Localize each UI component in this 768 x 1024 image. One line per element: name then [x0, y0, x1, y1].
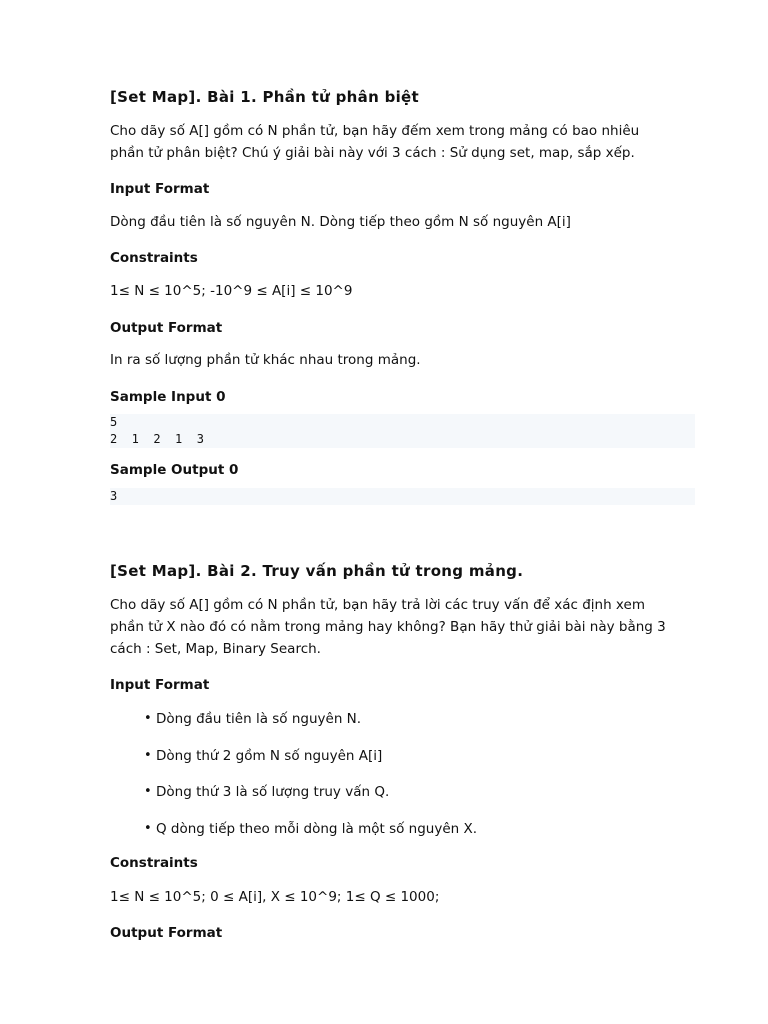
problem1-title: [Set Map]. Bài 1. Phần tử phân biệt	[110, 88, 419, 106]
bullet-icon: •	[144, 747, 152, 763]
problem1-description-line2: phần tử phân biệt? Chú ý giải bài này với 3 cách : Sử dụng set, map, sắp xếp.	[110, 145, 635, 161]
problem1-output-format-text: In ra số lượng phần tử khác nhau trong mảng.	[110, 352, 421, 368]
bullet-icon: •	[144, 711, 152, 726]
list-item-text: Dòng thứ 2 gồm N số nguyên A[i]	[156, 747, 383, 764]
list-item	[110, 819, 695, 856]
problem2-title: [Set Map]. Bài 2. Truy vấn phần tử trong mảng.	[110, 562, 524, 580]
problem1-description	[110, 120, 700, 164]
list-item	[110, 709, 695, 746]
problem1-output-format-heading: Output Format	[110, 320, 223, 336]
problem1-constraints-text: 1≤ N ≤ 10^5; -10^9 ≤ A[i] ≤ 10^9	[110, 283, 353, 299]
problem2-constraints-heading: Constraints	[110, 855, 198, 871]
problem2-description-line1: Cho dãy số A[] gồm có N phần tử, bạn hãy trả lời các truy vấn để xác định xem	[110, 597, 645, 613]
problem2-input-bullet-list	[110, 709, 695, 855]
sample-input-line: 2 1 2 1 3	[110, 432, 204, 446]
problem1-constraints-heading: Constraints	[110, 250, 198, 266]
sample-input-line: 5	[110, 415, 118, 429]
problem1-input-format-text: Dòng đầu tiên là số nguyên N. Dòng tiếp theo gồm N số nguyên A[i]	[110, 214, 571, 230]
list-item-text: Dòng thứ 3 là số lượng truy vấn Q.	[156, 784, 390, 800]
problem1-sample-output-heading: Sample Output 0	[110, 462, 239, 478]
sample-input-code-block	[110, 414, 695, 448]
problem2-description-line3: cách : Set, Map, Binary Search.	[110, 641, 321, 657]
list-item	[110, 782, 695, 819]
problem1-input-format-heading: Input Format	[110, 181, 210, 197]
problem2-description	[110, 594, 700, 660]
problem2-output-format-heading: Output Format	[110, 925, 223, 941]
problem2-description-line2: phần tử X nào đó có nằm trong mảng hay không? Bạn hãy thử giải bài này bằng 3	[110, 619, 666, 635]
problem2-constraints-text: 1≤ N ≤ 10^5; 0 ≤ A[i], X ≤ 10^9; 1≤ Q ≤ 1000;	[110, 889, 440, 905]
list-item	[110, 746, 695, 783]
list-item-text: Q dòng tiếp theo mỗi dòng là một số nguyên X.	[156, 820, 478, 837]
bullet-icon: •	[144, 820, 152, 836]
bullet-icon: •	[144, 784, 152, 799]
problem1-sample-input-heading: Sample Input 0	[110, 389, 226, 405]
problem1-description-line1: Cho dãy số A[] gồm có N phần tử, bạn hãy đếm xem trong mảng có bao nhiêu	[110, 123, 640, 139]
problem2-input-format-heading: Input Format	[110, 677, 210, 693]
sample-output-code-block	[110, 488, 695, 505]
list-item-text: Dòng đầu tiên là số nguyên N.	[156, 711, 362, 727]
sample-output-line: 3	[110, 489, 118, 503]
